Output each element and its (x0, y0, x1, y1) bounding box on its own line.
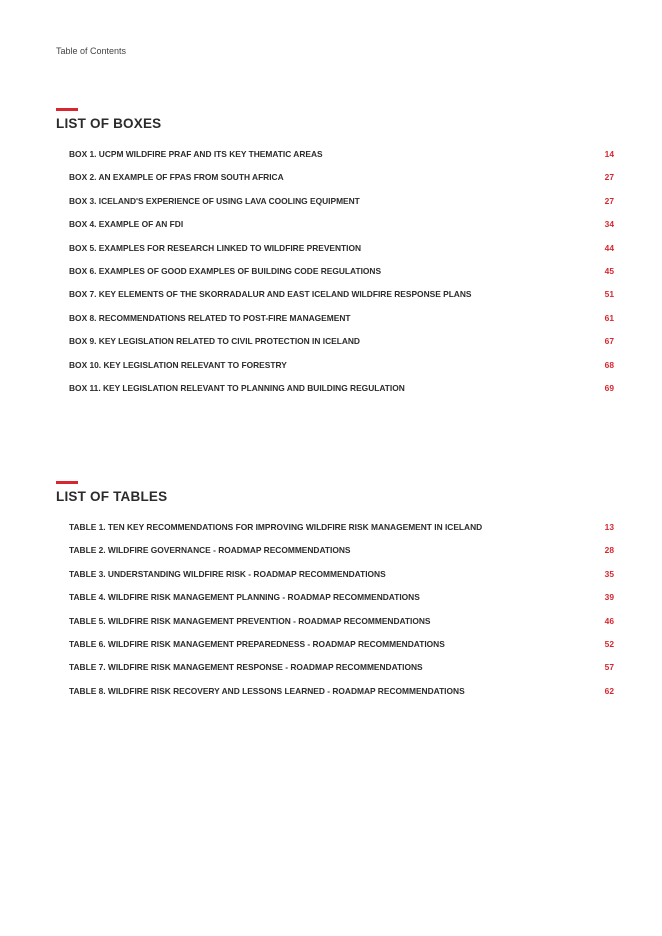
table-entry[interactable] (69, 569, 614, 592)
tables-list (56, 522, 614, 709)
page-number[interactable]: 14 (604, 149, 614, 159)
box-entry[interactable] (69, 243, 614, 266)
table-entry[interactable] (69, 616, 614, 639)
page-number[interactable]: 35 (604, 568, 614, 579)
page-number[interactable]: 13 (604, 522, 614, 532)
table-entry[interactable] (69, 522, 614, 545)
running-header: Table of Contents (56, 46, 127, 56)
entry-title: BOX 3. ICELAND'S EXPERIENCE OF USING LAVA COOLING EQUIPMENT (69, 195, 360, 206)
table-entry[interactable] (69, 662, 614, 685)
box-entry[interactable] (69, 149, 614, 172)
table-entry[interactable] (69, 639, 614, 662)
page-number[interactable]: 68 (604, 359, 614, 370)
page-number[interactable]: 52 (604, 638, 614, 649)
entry-title: BOX 9. KEY LEGISLATION RELATED TO CIVIL PROTECTION IN ICELAND (69, 336, 360, 347)
list-of-boxes-section (56, 108, 614, 406)
page-number[interactable]: 28 (604, 545, 614, 556)
box-entry[interactable] (69, 196, 614, 219)
entry-title: TABLE 4. WILDFIRE RISK MANAGEMENT PLANNING - ROADMAP RECOMMENDATIONS (69, 592, 420, 603)
entry-title: TABLE 6. WILDFIRE RISK MANAGEMENT PREPAREDNESS - ROADMAP RECOMMENDATIONS (69, 638, 445, 649)
entry-title: TABLE 5. WILDFIRE RISK MANAGEMENT PREVENTION - ROADMAP RECOMMENDATIONS (69, 615, 431, 626)
boxes-list (56, 149, 614, 406)
page-number[interactable]: 62 (604, 685, 614, 696)
page-number[interactable]: 69 (604, 382, 614, 393)
box-entry[interactable] (69, 336, 614, 359)
page-number[interactable]: 45 (604, 265, 614, 276)
entry-title: TABLE 7. WILDFIRE RISK MANAGEMENT RESPONSE - ROADMAP RECOMMENDATIONS (69, 662, 423, 673)
page-number[interactable]: 67 (604, 336, 614, 347)
table-entry[interactable] (69, 686, 614, 709)
entry-title: BOX 7. KEY ELEMENTS OF THE SKORRADALUR AND EAST ICELAND WILDFIRE RESPONSE PLANS (69, 289, 472, 300)
entry-title: BOX 6. EXAMPLES OF GOOD EXAMPLES OF BUILDING CODE REGULATIONS (69, 265, 382, 276)
page-number[interactable]: 46 (604, 615, 614, 626)
page-number[interactable]: 61 (604, 312, 614, 323)
table-entry[interactable] (69, 545, 614, 568)
entry-title: TABLE 1. TEN KEY RECOMMENDATIONS FOR IMPROVING WILDFIRE RISK MANAGEMENT IN ICELAND (69, 522, 483, 532)
entry-title: BOX 11. KEY LEGISLATION RELEVANT TO PLANNING AND BUILDING REGULATION (69, 382, 405, 393)
page-number[interactable]: 34 (604, 219, 614, 230)
entry-title: TABLE 3. UNDERSTANDING WILDFIRE RISK - ROADMAP RECOMMENDATIONS (69, 568, 386, 579)
section-heading: LIST OF TABLES (56, 489, 168, 504)
page-number[interactable]: 51 (604, 289, 614, 300)
entry-title: BOX 5. EXAMPLES FOR RESEARCH LINKED TO WILDFIRE PREVENTION (69, 242, 362, 253)
section-heading: LIST OF BOXES (56, 116, 162, 131)
entry-title: BOX 10. KEY LEGISLATION RELEVANT TO FORESTRY (69, 359, 287, 370)
list-of-tables-section (56, 481, 614, 709)
entry-title: BOX 2. AN EXAMPLE OF FPAS FROM SOUTH AFRICA (69, 172, 284, 183)
entry-title: BOX 4. EXAMPLE OF AN FDI (69, 219, 184, 230)
entry-title: TABLE 8. WILDFIRE RISK RECOVERY AND LESSONS LEARNED - ROADMAP RECOMMENDATIONS (69, 685, 465, 696)
box-entry[interactable] (69, 383, 614, 406)
box-entry[interactable] (69, 360, 614, 383)
section-accent-bar (56, 481, 78, 484)
box-entry[interactable] (69, 313, 614, 336)
box-entry[interactable] (69, 172, 614, 195)
page-number[interactable]: 39 (604, 592, 614, 603)
page-number[interactable]: 44 (604, 242, 614, 253)
page-number[interactable]: 57 (604, 662, 614, 673)
table-entry[interactable] (69, 592, 614, 615)
entry-title: TABLE 2. WILDFIRE GOVERNANCE - ROADMAP RECOMMENDATIONS (69, 545, 351, 556)
box-entry[interactable] (69, 289, 614, 312)
box-entry[interactable] (69, 266, 614, 289)
page-number[interactable]: 27 (604, 195, 614, 206)
entry-title: BOX 1. UCPM WILDFIRE PRAF AND ITS KEY THEMATIC AREAS (69, 149, 323, 159)
box-entry[interactable] (69, 219, 614, 242)
entry-title: BOX 8. RECOMMENDATIONS RELATED TO POST-FIRE MANAGEMENT (69, 312, 351, 323)
page-number[interactable]: 27 (604, 172, 614, 183)
section-accent-bar (56, 108, 78, 111)
